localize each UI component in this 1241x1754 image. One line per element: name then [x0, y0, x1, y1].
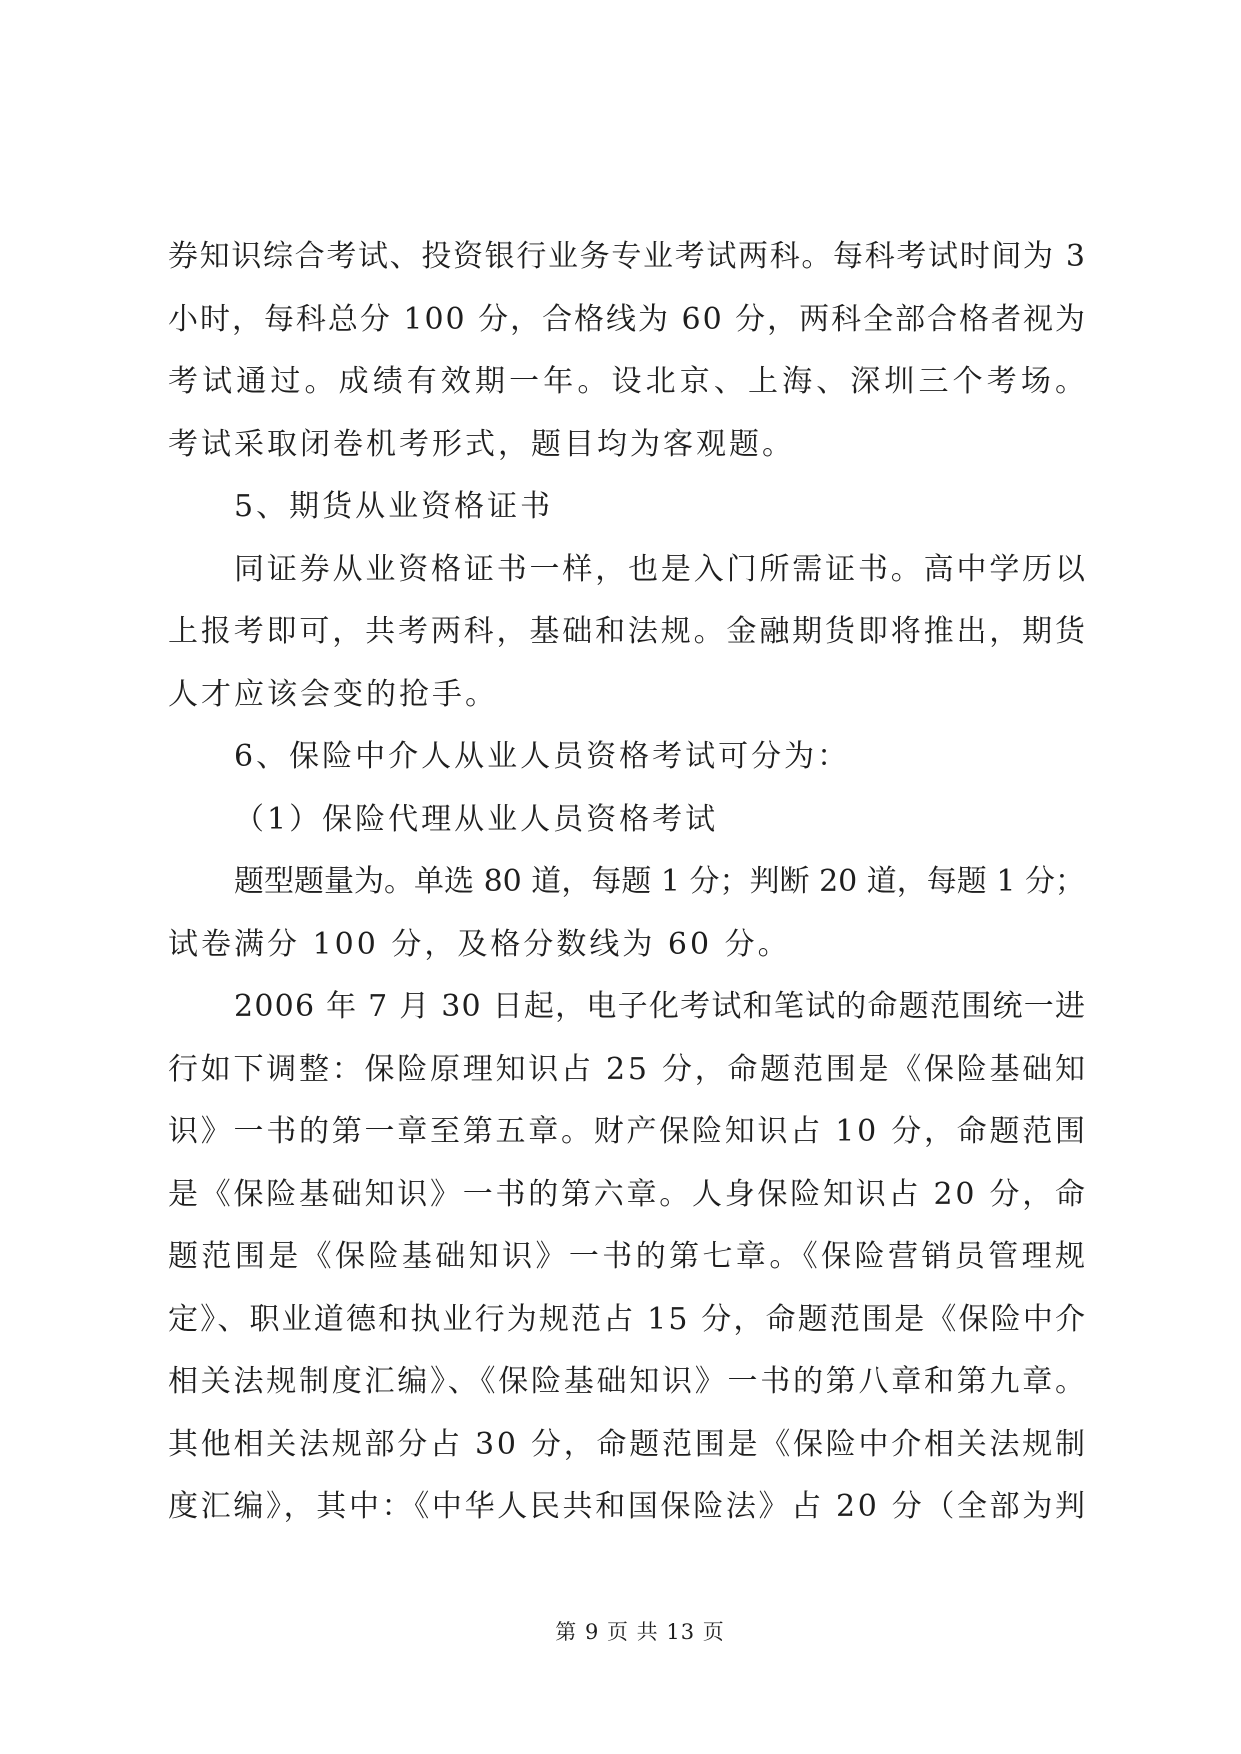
subsection-heading-text: （1）保险代理从业人员资格考试: [234, 801, 719, 837]
paragraph-line: 考试采取闭卷机考形式，题目均为客观题。: [168, 426, 795, 462]
paragraph-line: 行如下调整：保险原理知识占 25 分，命题范围是《保险基础知: [168, 1051, 1088, 1087]
paragraph-line: 券知识综合考试、投资银行业务专业考试两科。每科考试时间为 3: [168, 239, 1087, 274]
paragraph-line: 题型题量为。单选 80 道，每题 1 分；判断 20 道，每题 1 分；: [234, 864, 1086, 899]
subsection-heading: [168, 789, 1085, 852]
paragraph-line: 是《保险基础知识》一书的第六章。人身保险知识占 20 分，命: [168, 1176, 1088, 1212]
paragraph-line: 试卷满分 100 分，及格分数线为 60 分。: [168, 926, 791, 962]
paragraph-line: 度汇编》，其中：《中华人民共和国保险法》占 20 分（全部为判: [168, 1489, 1088, 1524]
paragraph-line: 上报考即可，共考两科，基础和法规。金融期货即将推出，期货: [168, 614, 1088, 649]
paragraph-line: 考试通过。成绩有效期一年。设北京、上海、深圳三个考场。: [168, 364, 1090, 399]
paragraph: [168, 851, 1085, 976]
section-heading-text: 6、保险中介人从业人员资格考试可分为：: [234, 739, 851, 774]
section-heading: [168, 726, 1085, 789]
paragraph: [168, 976, 1089, 1539]
paragraph-line: 其他相关法规部分占 30 分，命题范围是《保险中介相关法规制: [168, 1426, 1088, 1462]
page-footer: [168, 1618, 1112, 1646]
paragraph-line: 同证券从业资格证书一样，也是入门所需证书。高中学历以: [234, 551, 1088, 587]
paragraph-line: 2006 年 7 月 30 日起，电子化考试和笔试的命题范围统一进: [234, 989, 1087, 1024]
paragraph: [168, 539, 1088, 727]
paragraph-line: 小时，每科总分 100 分，合格线为 60 分，两科全部合格者视为: [168, 301, 1087, 337]
paragraph-line: 题范围是《保险基础知识》一书的第七章。《保险营销员管理规: [168, 1239, 1089, 1274]
page-number-label: 第 9 页 共 13 页: [555, 1620, 725, 1644]
paragraph: [168, 226, 1090, 476]
document-body: [168, 226, 1090, 1539]
paragraph-line: 人才应该会变的抢手。: [168, 676, 498, 712]
paragraph-line: 相关法规制度汇编》、《保险基础知识》一书的第八章和第九章。: [168, 1364, 1088, 1399]
paragraph-line: 定》、职业道德和执业行为规范占 15 分，命题范围是《保险中介: [168, 1301, 1088, 1337]
section-heading-text: 5、期货从业资格证书: [234, 489, 554, 524]
paragraph-line: 识》一书的第一章至第五章。财产保险知识占 10 分，命题范围: [168, 1114, 1088, 1149]
section-heading: [168, 476, 1085, 539]
